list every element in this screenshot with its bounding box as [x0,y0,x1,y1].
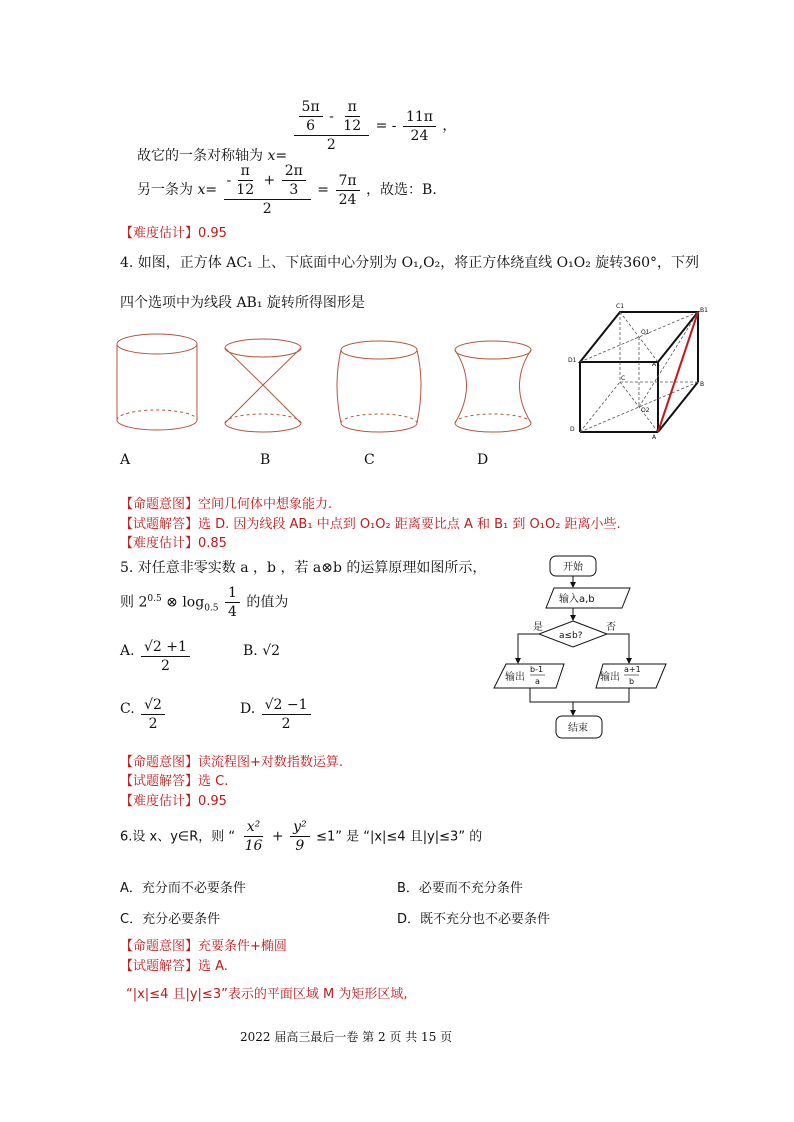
option-d-label: D [477,452,489,468]
svg-text:C: C [621,375,626,382]
svg-text:A: A [652,434,657,440]
q4-difficulty: 【难度估计】0.85 [120,536,227,551]
svg-text:a+1: a+1 [624,665,641,674]
svg-text:a: a [535,677,540,686]
q6-intent: 【命题意图】充要条件+椭圆 [120,939,287,954]
q5-difficulty: 【难度估计】0.95 [120,794,227,809]
svg-text:输出: 输出 [600,672,620,683]
option-a-label: A [120,452,131,468]
svg-text:C1: C1 [616,303,625,310]
q5-intent: 【命题意图】读流程图+对数指数运算. [120,755,344,770]
q6-option-b: B．必要而不充分条件 [397,881,523,896]
svg-text:D1: D1 [568,357,577,364]
page-footer: 2022 届高三最后一卷 第 2 页 共 15 页 [240,1030,453,1044]
svg-text:O2: O2 [641,407,650,414]
q5-answer: 【试题解答】选 C. [120,774,229,789]
q5-line-1: 5. 对任意非零实数 a ，b ，若 a⊗b 的运算原理如图所示， [120,560,487,576]
svg-text:b-1: b-1 [530,665,544,674]
axis-line-1: 故它的一条对称轴为 x= $\frac{5\pi}{6}$ - $\frac{\pi}{12}$ 2 = - $\frac{11\pi}{24}$ ， [137,99,457,164]
svg-text:O1: O1 [641,329,650,336]
svg-text:a≤b?: a≤b? [559,631,583,641]
q5-option-c: C. $\frac{√2}{2}$ [120,696,167,733]
q5-option-a: A. $\frac{√2 +1}{2}$ [120,638,192,675]
axis-frac-1: $\frac{5\pi}{6}$ - $\frac{\pi}{12}$ 2 [294,98,370,154]
q4-line-1: 4. 如图，正方体 AC₁ 上、下底面中心分别为 O₁,O₂，将正方体绕直线 O₁O₂ 旋转360°，下列 [120,255,700,271]
solid-c-barrel [337,341,421,432]
option-c-label: C [364,452,375,468]
q6-option-c: C．充分必要条件 [120,912,221,927]
solid-a-cylinder [117,334,197,430]
svg-text:是: 是 [533,622,543,633]
svg-text:输出: 输出 [505,672,525,683]
q4-solids [100,330,570,440]
q6-option-d: D．既不充分也不必要条件 [397,912,551,927]
q4-answer: 【试题解答】选 D. 因为线段 AB₁ 中点到 O₁O₂ 距离要比点 A 和 B₁ 到 O₁O₂ 距离小些. [120,517,621,532]
axis-line-2: 另一条为 x= - $\frac{\pi}{12}$ + $\frac{2\pi}{3}$ 2 = $\frac{7\pi}{24}$ ，故选：B. [137,163,437,217]
q4-line-2: 四个选项中为线段 AB₁ 旋转所得图形是 [120,295,365,311]
svg-text:B: B [700,381,705,388]
axis-result-2: $\frac{7\pi}{24}$ [336,172,360,209]
solid-d-hyperboloid [455,341,531,432]
axis-frac-2: - $\frac{\pi}{12}$ + $\frac{2\pi}{3}$ 2 [224,162,311,218]
q6-note: “|x|≤4 且|y|≤3”表示的平面区域 M 为矩形区域, [126,987,408,1002]
q5-option-d: D. $\frac{√2 -1}{2}$ [240,696,313,733]
q6-stem: 6.设 x、y∈R，则 “ $\frac{\text{x²}}{16}$ + $\frac{\text{y²}}{9}$ ≤1” 是 “|x|≤4 且|y|≤3” 的 [120,819,483,854]
svg-text:A1: A1 [652,361,660,368]
q6-answer: 【试题解答】选 A. [120,959,228,974]
svg-text:D: D [570,426,575,433]
svg-text:b: b [629,677,635,686]
option-b-label: B [260,452,271,468]
svg-text:结束: 结束 [568,723,588,734]
axis-result-1: $\frac{11\pi}{24}$ [403,108,436,145]
cube-figure [568,300,718,440]
svg-text:否: 否 [606,622,616,633]
solid-b-double-cone [225,339,301,432]
flowchart [490,552,670,744]
svg-text:输入a,b: 输入a,b [559,594,595,605]
q5-option-b: B. √2 [243,643,281,659]
difficulty-a: 【难度估计】0.95 [120,226,227,241]
svg-text:B1: B1 [700,307,708,314]
q5-line-2: 则 $2^{0.5}$ ⊗ $\log_{0.5}$ $\frac{1}{4}$ 的值为 [120,585,289,620]
q4-intent: 【命题意图】空间几何体中想象能力. [120,497,333,512]
q6-option-a: A．充分而不必要条件 [120,881,246,896]
svg-text:开始: 开始 [563,562,583,573]
